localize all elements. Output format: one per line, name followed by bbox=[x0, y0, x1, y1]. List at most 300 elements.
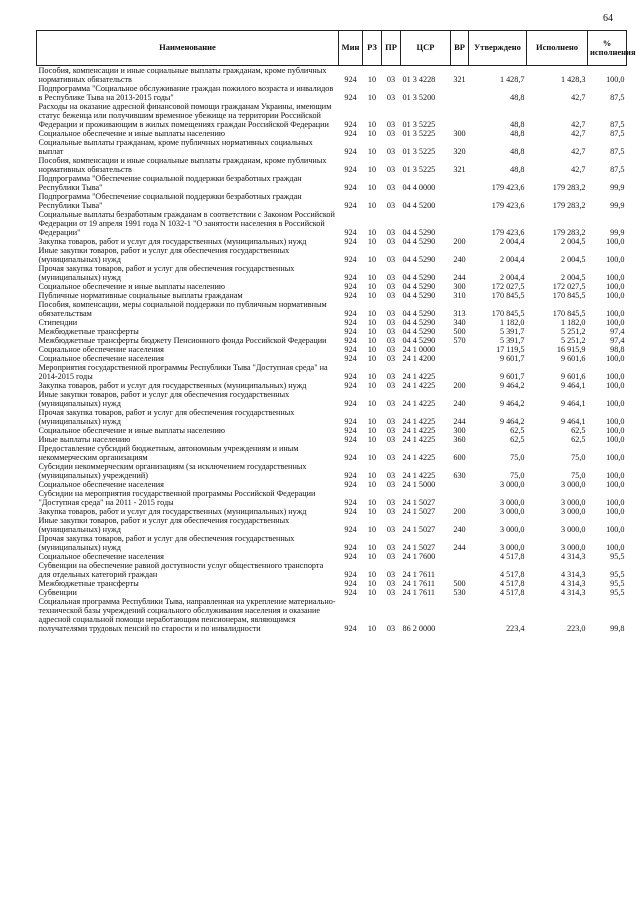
table-row bbox=[37, 363, 627, 381]
row-rz: 10 bbox=[367, 453, 377, 462]
row-min: 924 bbox=[344, 255, 357, 264]
row-pr: 03 bbox=[386, 588, 396, 597]
row-approved: 48,8 bbox=[510, 120, 525, 129]
row-csr: 04 4 5290 bbox=[402, 309, 436, 318]
row-percent: 100,0 bbox=[606, 435, 625, 444]
row-name: Закупка товаров, работ и услуг для государственных (муниципальных) нужд bbox=[38, 507, 307, 516]
row-executed: 62,5 bbox=[571, 435, 586, 444]
row-vr: 244 bbox=[453, 273, 466, 282]
row-pr: 03 bbox=[386, 507, 396, 516]
row-executed: 170 845,5 bbox=[552, 309, 586, 318]
row-percent: 99,8 bbox=[610, 624, 625, 633]
row-vr: 200 bbox=[453, 381, 466, 390]
header-percent: % исполнения bbox=[588, 31, 627, 66]
row-vr: 244 bbox=[453, 543, 466, 552]
row-pr: 03 bbox=[386, 417, 396, 426]
row-vr: 240 bbox=[453, 399, 466, 408]
row-csr: 04 4 5290 bbox=[402, 282, 436, 291]
row-csr: 24 1 4200 bbox=[402, 354, 436, 363]
row-executed: 170 845,5 bbox=[552, 291, 586, 300]
row-pr: 03 bbox=[386, 426, 396, 435]
header-min: Мин bbox=[339, 31, 363, 66]
row-name: Пособия, компенсации и иные социальные выплаты гражданам, кроме публичных нормативных обязательств bbox=[38, 66, 327, 84]
row-rz: 10 bbox=[367, 309, 377, 318]
row-vr bbox=[451, 597, 469, 633]
row-pr: 03 bbox=[386, 435, 396, 444]
row-name: Межбюджетные трансферты bbox=[38, 579, 139, 588]
table-row bbox=[37, 192, 627, 210]
row-pr: 03 bbox=[386, 75, 396, 84]
row-executed: 179 283,2 bbox=[552, 183, 586, 192]
row-approved: 48,8 bbox=[510, 129, 525, 138]
table-row bbox=[37, 480, 627, 489]
row-min: 924 bbox=[344, 147, 357, 156]
row-executed: 9 601,6 bbox=[560, 354, 586, 363]
row-percent: 100,0 bbox=[606, 525, 625, 534]
row-executed: 16 915,9 bbox=[556, 345, 586, 354]
header-executed: Исполнено bbox=[527, 31, 588, 66]
row-executed: 172 027,5 bbox=[552, 282, 586, 291]
row-executed: 5 251,2 bbox=[560, 336, 586, 345]
row-executed: 3 000,0 bbox=[560, 498, 586, 507]
row-vr: 240 bbox=[453, 525, 466, 534]
row-min: 924 bbox=[344, 228, 357, 237]
row-approved: 48,8 bbox=[510, 93, 525, 102]
row-rz: 10 bbox=[367, 471, 377, 480]
row-name: Пособия, компенсации и иные социальные выплаты гражданам, кроме публичных нормативных обязательств bbox=[38, 156, 327, 174]
row-name: Межбюджетные трансферты бюджету Пенсионного фонда Российской Федерации bbox=[38, 336, 327, 345]
row-vr: 600 bbox=[453, 453, 466, 462]
row-csr: 01 3 4228 bbox=[402, 75, 436, 84]
row-executed: 3 000,0 bbox=[560, 525, 586, 534]
row-percent: 100,0 bbox=[606, 282, 625, 291]
row-vr: 320 bbox=[453, 147, 466, 156]
row-min: 924 bbox=[344, 588, 357, 597]
row-percent: 100,0 bbox=[606, 75, 625, 84]
row-approved: 9 464,2 bbox=[499, 399, 525, 408]
row-min: 924 bbox=[344, 345, 357, 354]
row-csr: 04 4 5290 bbox=[402, 327, 436, 336]
row-csr: 24 1 4225 bbox=[402, 453, 436, 462]
row-vr: 300 bbox=[453, 129, 466, 138]
row-csr: 24 1 5027 bbox=[402, 507, 436, 516]
row-name: Закупка товаров, работ и услуг для государственных (муниципальных) нужд bbox=[38, 381, 307, 390]
row-min: 924 bbox=[344, 165, 357, 174]
row-percent: 100,0 bbox=[606, 507, 625, 516]
row-name: Пособия, компенсации, меры социальной поддержки по публичным нормативным обязательствам bbox=[38, 300, 327, 318]
row-min: 924 bbox=[344, 309, 357, 318]
row-csr: 01 3 5225 bbox=[402, 165, 436, 174]
row-name: Социальное обеспечение населения bbox=[38, 354, 164, 363]
row-csr: 24 1 4225 bbox=[402, 399, 436, 408]
row-rz: 10 bbox=[367, 282, 377, 291]
row-csr: 01 3 5225 bbox=[402, 147, 436, 156]
row-min: 924 bbox=[344, 525, 357, 534]
row-rz: 10 bbox=[367, 579, 377, 588]
row-csr: 24 1 7611 bbox=[402, 579, 435, 588]
budget-table bbox=[36, 30, 636, 633]
row-approved: 62,5 bbox=[510, 435, 525, 444]
row-executed: 2 004,5 bbox=[560, 237, 586, 246]
row-executed: 5 251,2 bbox=[560, 327, 586, 336]
row-vr bbox=[451, 354, 469, 363]
row-rz: 10 bbox=[367, 552, 377, 561]
row-pr: 03 bbox=[386, 381, 396, 390]
row-approved: 9 464,2 bbox=[499, 381, 525, 390]
table-row bbox=[37, 237, 627, 246]
row-percent: 99,9 bbox=[610, 183, 625, 192]
row-min: 924 bbox=[344, 291, 357, 300]
row-rz: 10 bbox=[367, 507, 377, 516]
row-pr: 03 bbox=[386, 291, 396, 300]
row-vr: 321 bbox=[453, 75, 466, 84]
row-pr: 03 bbox=[386, 525, 396, 534]
table-row bbox=[37, 435, 627, 444]
row-executed: 42,7 bbox=[571, 129, 586, 138]
row-name: Социальное обеспечение и иные выплаты населению bbox=[38, 129, 225, 138]
row-name: Субсидии некоммерческим организациям (за исключением государственных (муниципальных) учреждений) bbox=[38, 462, 307, 480]
row-name: Субвенции bbox=[38, 588, 77, 597]
row-approved: 179 423,6 bbox=[491, 201, 525, 210]
table-row bbox=[37, 336, 627, 345]
row-name: Прочая закупка товаров, работ и услуг для обеспечения государственных (муниципальных) нужд bbox=[38, 264, 295, 282]
row-percent: 100,0 bbox=[606, 318, 625, 327]
row-percent: 87,5 bbox=[610, 147, 625, 156]
row-approved: 4 517,8 bbox=[499, 579, 525, 588]
row-csr: 04 4 5200 bbox=[402, 201, 436, 210]
row-vr: 321 bbox=[453, 165, 466, 174]
row-min: 924 bbox=[344, 318, 357, 327]
row-pr: 03 bbox=[386, 543, 396, 552]
row-percent: 100,0 bbox=[606, 381, 625, 390]
row-name: Стипендии bbox=[38, 318, 78, 327]
row-min: 924 bbox=[344, 354, 357, 363]
row-name: Социальное обеспечение населения bbox=[38, 480, 164, 489]
row-csr: 24 1 4225 bbox=[402, 372, 436, 381]
row-csr: 24 1 5027 bbox=[402, 525, 436, 534]
row-pr: 03 bbox=[386, 273, 396, 282]
row-approved: 5 391,7 bbox=[499, 336, 525, 345]
row-csr: 04 4 5290 bbox=[402, 237, 436, 246]
row-approved: 9 464,2 bbox=[499, 417, 525, 426]
table-row bbox=[37, 354, 627, 363]
row-name: Прочая закупка товаров, работ и услуг для обеспечения государственных (муниципальных) нужд bbox=[38, 534, 295, 552]
row-csr: 24 1 7611 bbox=[402, 588, 435, 597]
row-name: Иные закупки товаров, работ и услуг для обеспечения государственных (муниципальных) нужд bbox=[38, 516, 290, 534]
row-percent: 100,0 bbox=[606, 237, 625, 246]
table-row bbox=[37, 579, 627, 588]
row-pr: 03 bbox=[386, 147, 396, 156]
table-row bbox=[37, 588, 627, 597]
row-pr: 03 bbox=[386, 498, 396, 507]
row-percent: 95,5 bbox=[610, 570, 625, 579]
row-pr: 03 bbox=[386, 120, 396, 129]
row-executed: 2 004,5 bbox=[560, 273, 586, 282]
row-vr bbox=[451, 174, 469, 192]
row-approved: 48,8 bbox=[510, 165, 525, 174]
row-executed: 75,0 bbox=[571, 453, 586, 462]
row-approved: 179 423,6 bbox=[491, 183, 525, 192]
row-csr: 04 4 5290 bbox=[402, 318, 436, 327]
row-name: Расходы на оказание адресной финансовой помощи гражданам Украины, имеющим статус беженца или получившим временное убежище на территории Российской Федерации и проживающим в жилых помещениях граждан Российской Федерации bbox=[38, 102, 332, 129]
row-name: Межбюджетные трансферты bbox=[38, 327, 139, 336]
row-csr: 24 1 4225 bbox=[402, 381, 436, 390]
row-rz: 10 bbox=[367, 228, 377, 237]
row-approved: 9 601,7 bbox=[499, 354, 525, 363]
row-approved: 170 845,5 bbox=[491, 309, 525, 318]
row-percent: 100,0 bbox=[606, 255, 625, 264]
row-pr: 03 bbox=[386, 327, 396, 336]
row-percent: 100,0 bbox=[606, 498, 625, 507]
row-min: 924 bbox=[344, 552, 357, 561]
table-row bbox=[37, 84, 627, 102]
table-row bbox=[37, 489, 627, 507]
row-csr: 24 1 5000 bbox=[402, 480, 436, 489]
row-percent: 97,4 bbox=[610, 336, 625, 345]
row-vr bbox=[451, 561, 469, 579]
row-percent: 87,5 bbox=[610, 93, 625, 102]
row-vr: 360 bbox=[453, 435, 466, 444]
row-vr: 200 bbox=[453, 507, 466, 516]
row-min: 924 bbox=[344, 453, 357, 462]
row-rz: 10 bbox=[367, 237, 377, 246]
row-rz: 10 bbox=[367, 336, 377, 345]
row-executed: 4 314,3 bbox=[560, 588, 586, 597]
row-pr: 03 bbox=[386, 309, 396, 318]
row-pr: 03 bbox=[386, 579, 396, 588]
row-rz: 10 bbox=[367, 93, 377, 102]
row-name: Прочая закупка товаров, работ и услуг для обеспечения государственных (муниципальных) нужд bbox=[38, 408, 295, 426]
row-rz: 10 bbox=[367, 435, 377, 444]
row-approved: 179 423,6 bbox=[491, 228, 525, 237]
table-row bbox=[37, 264, 627, 282]
row-percent: 95,5 bbox=[610, 579, 625, 588]
row-executed: 42,7 bbox=[571, 93, 586, 102]
row-min: 924 bbox=[344, 381, 357, 390]
row-percent: 98,8 bbox=[610, 345, 625, 354]
row-executed: 75,0 bbox=[571, 471, 586, 480]
table-row bbox=[37, 561, 627, 579]
row-rz: 10 bbox=[367, 624, 377, 633]
table-row bbox=[37, 516, 627, 534]
row-percent: 100,0 bbox=[606, 291, 625, 300]
row-min: 924 bbox=[344, 417, 357, 426]
row-rz: 10 bbox=[367, 147, 377, 156]
row-min: 924 bbox=[344, 120, 357, 129]
row-pr: 03 bbox=[386, 354, 396, 363]
row-pr: 03 bbox=[386, 183, 396, 192]
row-approved: 2 004,4 bbox=[499, 237, 525, 246]
row-percent: 87,5 bbox=[610, 120, 625, 129]
row-vr: 500 bbox=[453, 579, 466, 588]
row-csr: 04 4 0000 bbox=[402, 183, 436, 192]
row-approved: 3 000,0 bbox=[499, 525, 525, 534]
row-approved: 75,0 bbox=[510, 453, 525, 462]
row-vr bbox=[451, 210, 469, 237]
row-rz: 10 bbox=[367, 318, 377, 327]
row-executed: 179 283,2 bbox=[552, 228, 586, 237]
row-csr: 04 4 5290 bbox=[402, 273, 436, 282]
table-row bbox=[37, 156, 627, 174]
table-row bbox=[37, 534, 627, 552]
row-pr: 03 bbox=[386, 480, 396, 489]
row-min: 924 bbox=[344, 543, 357, 552]
row-executed: 4 314,3 bbox=[560, 570, 586, 579]
row-csr: 01 3 5200 bbox=[402, 93, 436, 102]
row-executed: 42,7 bbox=[571, 147, 586, 156]
row-approved: 2 004,4 bbox=[499, 255, 525, 264]
row-vr bbox=[451, 489, 469, 507]
row-csr: 04 4 5290 bbox=[402, 336, 436, 345]
row-rz: 10 bbox=[367, 345, 377, 354]
table-row bbox=[37, 129, 627, 138]
row-percent: 100,0 bbox=[606, 480, 625, 489]
row-approved: 3 000,0 bbox=[499, 507, 525, 516]
row-executed: 9 601,6 bbox=[560, 372, 586, 381]
table-row bbox=[37, 291, 627, 300]
table-row bbox=[37, 552, 627, 561]
row-pr: 03 bbox=[386, 372, 396, 381]
row-approved: 2 004,4 bbox=[499, 273, 525, 282]
row-min: 924 bbox=[344, 507, 357, 516]
row-vr: 244 bbox=[453, 417, 466, 426]
row-approved: 223,4 bbox=[506, 624, 525, 633]
row-rz: 10 bbox=[367, 183, 377, 192]
row-percent: 100,0 bbox=[606, 372, 625, 381]
row-approved: 170 845,5 bbox=[491, 291, 525, 300]
row-csr: 24 1 4225 bbox=[402, 435, 436, 444]
row-name: Предоставление субсидий бюджетным, автономным учреждениям и иным некоммерческим организациям bbox=[38, 444, 299, 462]
row-csr: 86 2 0000 bbox=[402, 624, 436, 633]
row-percent: 100,0 bbox=[606, 543, 625, 552]
row-rz: 10 bbox=[367, 327, 377, 336]
row-vr: 313 bbox=[453, 309, 466, 318]
table-row bbox=[37, 300, 627, 318]
row-vr: 570 bbox=[453, 336, 466, 345]
row-percent: 100,0 bbox=[606, 426, 625, 435]
table-row bbox=[37, 408, 627, 426]
row-rz: 10 bbox=[367, 354, 377, 363]
row-approved: 17 119,5 bbox=[496, 345, 525, 354]
row-min: 924 bbox=[344, 624, 357, 633]
table-row bbox=[37, 246, 627, 264]
row-min: 924 bbox=[344, 336, 357, 345]
row-pr: 03 bbox=[386, 471, 396, 480]
row-vr bbox=[451, 363, 469, 381]
row-min: 924 bbox=[344, 183, 357, 192]
row-pr: 03 bbox=[386, 255, 396, 264]
row-csr: 24 1 4225 bbox=[402, 417, 436, 426]
row-executed: 1 428,3 bbox=[560, 75, 586, 84]
row-name: Социальная программа Республики Тыва, направленная на укрепление материально-технической базы учреждений социального обслуживания населения и оказание адресной социальной помощи неработающим пенсионерам, являющимся получателями трудовых пенсий по старости и по инвалидности bbox=[38, 597, 336, 633]
row-name: Подпрограмма "Обеспечение социальной поддержки безработных граждан Республики Тыва" bbox=[38, 174, 302, 192]
row-pr: 03 bbox=[386, 399, 396, 408]
row-rz: 10 bbox=[367, 399, 377, 408]
row-vr bbox=[451, 192, 469, 210]
table-row bbox=[37, 66, 627, 85]
row-rz: 10 bbox=[367, 75, 377, 84]
row-pr: 03 bbox=[386, 345, 396, 354]
row-min: 924 bbox=[344, 399, 357, 408]
row-csr: 24 1 7611 bbox=[402, 570, 435, 579]
row-vr: 630 bbox=[453, 471, 466, 480]
row-percent: 97,4 bbox=[610, 327, 625, 336]
row-approved: 75,0 bbox=[510, 471, 525, 480]
row-min: 924 bbox=[344, 282, 357, 291]
table-row bbox=[37, 462, 627, 480]
row-pr: 03 bbox=[386, 552, 396, 561]
row-rz: 10 bbox=[367, 201, 377, 210]
row-approved: 1 428,7 bbox=[499, 75, 525, 84]
header-pr: ПР bbox=[382, 31, 401, 66]
row-pr: 03 bbox=[386, 201, 396, 210]
row-csr: 04 4 5290 bbox=[402, 291, 436, 300]
row-vr: 530 bbox=[453, 588, 466, 597]
header-rz: РЗ bbox=[363, 31, 382, 66]
row-min: 924 bbox=[344, 129, 357, 138]
row-percent: 100,0 bbox=[606, 273, 625, 282]
row-vr bbox=[451, 345, 469, 354]
row-rz: 10 bbox=[367, 129, 377, 138]
row-rz: 10 bbox=[367, 426, 377, 435]
table-header-row bbox=[37, 31, 627, 66]
row-percent: 100,0 bbox=[606, 417, 625, 426]
row-name: Социальное обеспечение населения bbox=[38, 345, 164, 354]
row-pr: 03 bbox=[386, 228, 396, 237]
row-approved: 5 391,7 bbox=[499, 327, 525, 336]
row-executed: 4 314,3 bbox=[560, 552, 586, 561]
row-name: Социальное обеспечение населения bbox=[38, 552, 164, 561]
row-executed: 179 283,2 bbox=[552, 201, 586, 210]
row-pr: 03 bbox=[386, 318, 396, 327]
row-executed: 3 000,0 bbox=[560, 480, 586, 489]
row-csr: 24 1 4225 bbox=[402, 426, 436, 435]
row-csr: 01 3 5225 bbox=[402, 129, 436, 138]
row-min: 924 bbox=[344, 201, 357, 210]
row-executed: 4 314,3 bbox=[560, 579, 586, 588]
table-row bbox=[37, 318, 627, 327]
table-row bbox=[37, 327, 627, 336]
row-executed: 42,7 bbox=[571, 120, 586, 129]
row-vr: 340 bbox=[453, 318, 466, 327]
row-name: Иные выплаты населению bbox=[38, 435, 131, 444]
row-rz: 10 bbox=[367, 588, 377, 597]
row-csr: 24 1 0000 bbox=[402, 345, 436, 354]
row-rz: 10 bbox=[367, 255, 377, 264]
row-rz: 10 bbox=[367, 570, 377, 579]
row-percent: 87,5 bbox=[610, 129, 625, 138]
row-rz: 10 bbox=[367, 525, 377, 534]
row-rz: 10 bbox=[367, 273, 377, 282]
row-approved: 9 601,7 bbox=[499, 372, 525, 381]
table-row bbox=[37, 138, 627, 156]
row-csr: 24 1 5027 bbox=[402, 498, 436, 507]
row-approved: 62,5 bbox=[510, 426, 525, 435]
row-rz: 10 bbox=[367, 480, 377, 489]
row-csr: 04 4 5290 bbox=[402, 228, 436, 237]
row-vr: 500 bbox=[453, 327, 466, 336]
row-percent: 95,5 bbox=[610, 552, 625, 561]
row-pr: 03 bbox=[386, 282, 396, 291]
row-executed: 223,0 bbox=[567, 624, 586, 633]
row-vr: 200 bbox=[453, 237, 466, 246]
table-row bbox=[37, 426, 627, 435]
row-approved: 3 000,0 bbox=[499, 480, 525, 489]
row-csr: 24 1 5027 bbox=[402, 543, 436, 552]
row-min: 924 bbox=[344, 75, 357, 84]
row-csr: 24 1 7600 bbox=[402, 552, 436, 561]
row-percent: 99,9 bbox=[610, 201, 625, 210]
